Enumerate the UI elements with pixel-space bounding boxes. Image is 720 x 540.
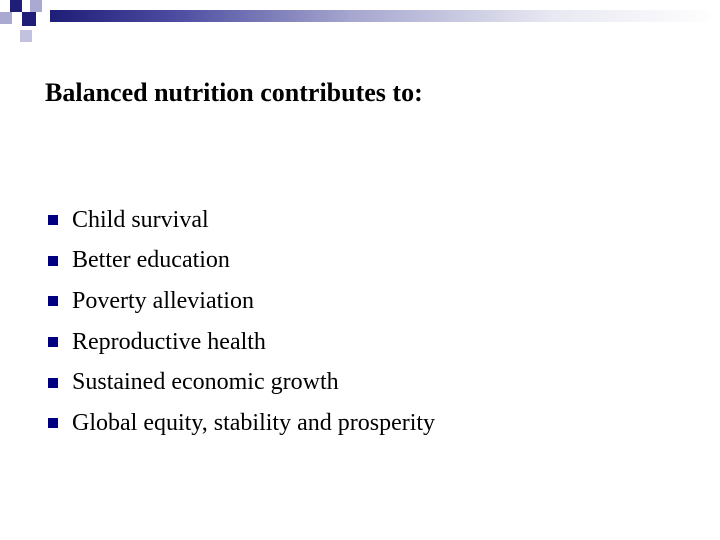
list-item (48, 322, 435, 363)
decorative-square (20, 30, 32, 42)
square-bullet-icon (48, 378, 58, 388)
decorative-square (30, 0, 42, 12)
bullet-text: Poverty alleviation (72, 287, 254, 314)
bullet-text: Child survival (72, 206, 209, 233)
bullet-text: Reproductive health (72, 328, 266, 355)
bullet-text: Global equity, stability and prosperity (72, 409, 436, 436)
bullet-text: Sustained economic growth (72, 369, 339, 396)
square-bullet-icon (48, 418, 58, 428)
square-bullet-icon (48, 337, 58, 347)
list-item (48, 281, 435, 322)
bullet-text: Better education (72, 247, 230, 274)
list-item (48, 241, 435, 282)
square-bullet-icon (48, 215, 58, 225)
square-bullet-icon (48, 296, 58, 306)
gradient-bar (50, 10, 720, 22)
list-item (48, 403, 435, 444)
bullet-list (48, 200, 435, 444)
decorative-banner (0, 0, 720, 48)
decorative-square (22, 12, 36, 26)
decorative-square (10, 0, 22, 12)
list-item (48, 362, 435, 403)
list-item (48, 200, 435, 241)
slide-title: Balanced nutrition contributes to: (45, 78, 423, 107)
decorative-square (0, 12, 12, 24)
square-bullet-icon (48, 256, 58, 266)
